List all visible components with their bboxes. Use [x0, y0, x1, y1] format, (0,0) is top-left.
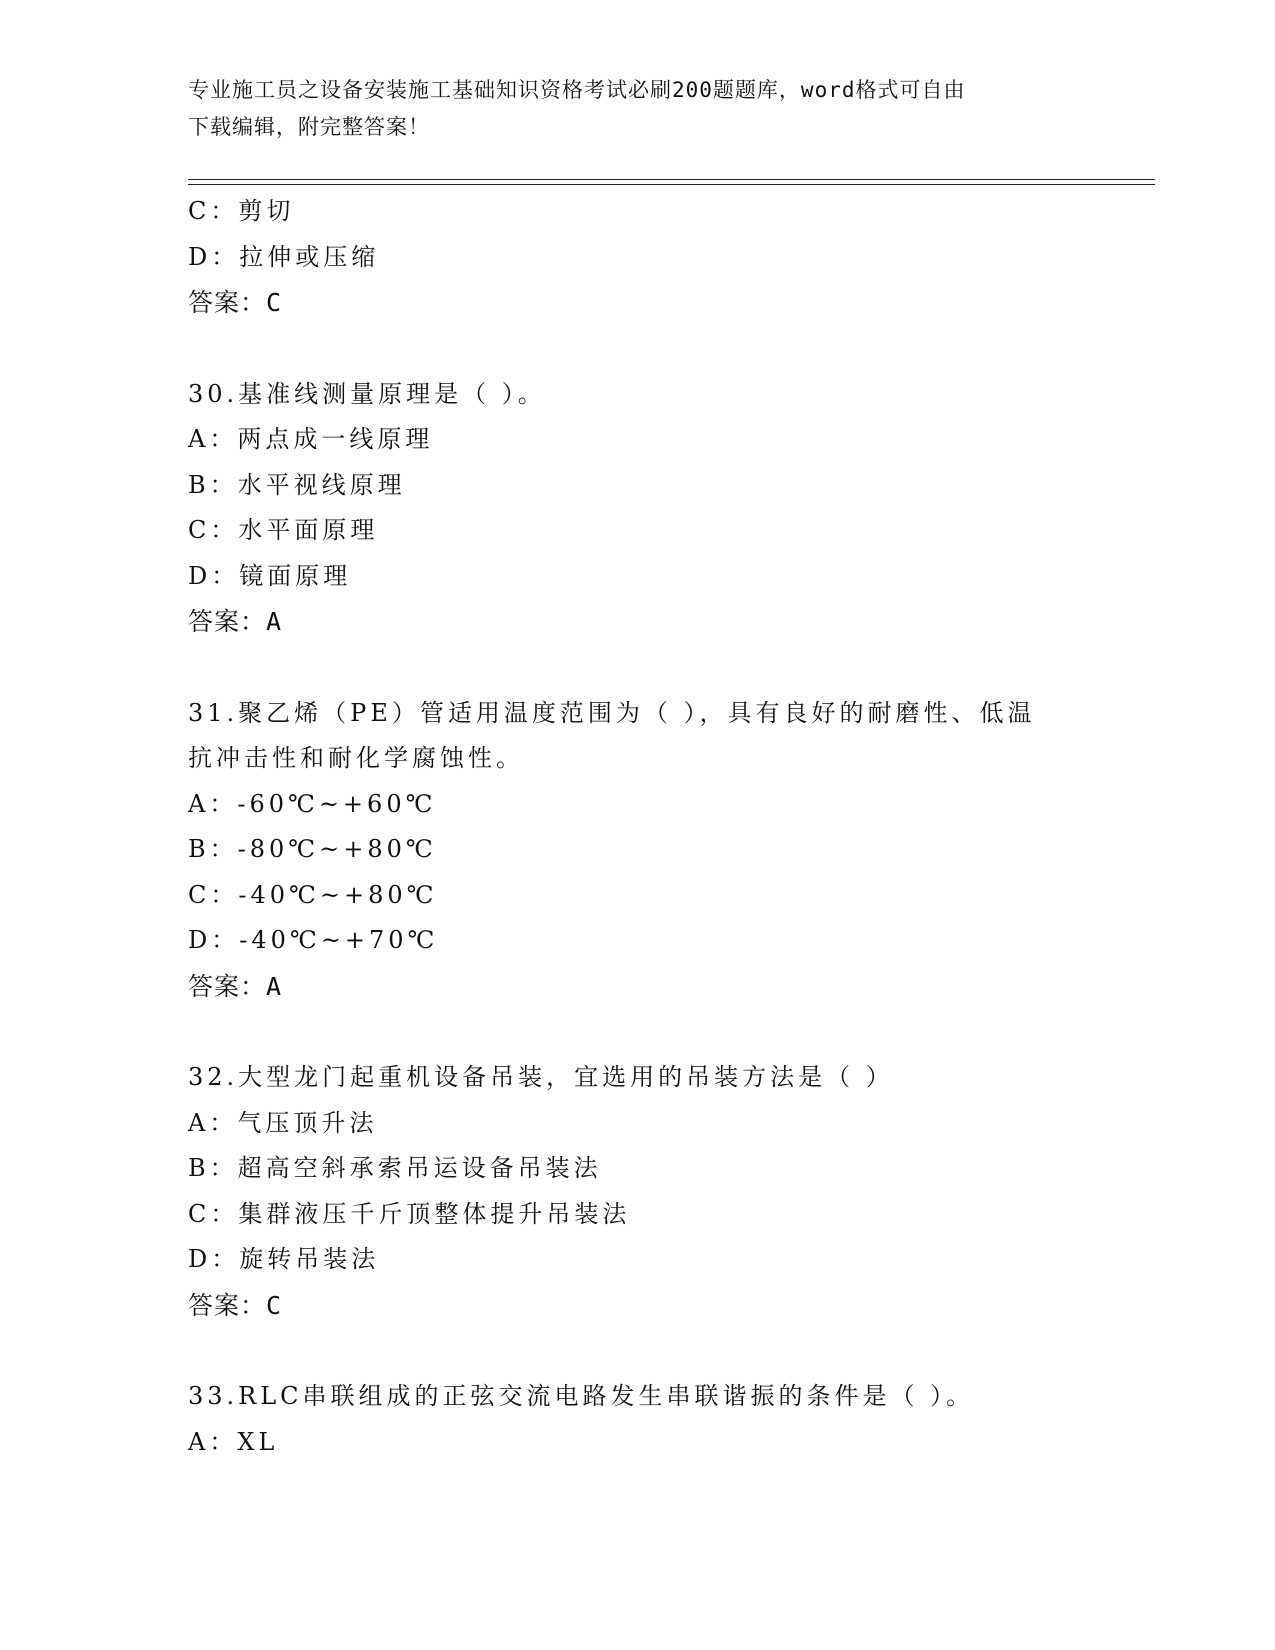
question-29-tail: [188, 189, 1088, 326]
option-d: D：旋转吊装法: [188, 1245, 380, 1273]
answer: 答案：A: [188, 607, 283, 636]
option-a: A：气压顶升法: [188, 1108, 378, 1137]
option-b: B：超高空斜承索吊运设备吊装法: [188, 1154, 602, 1182]
option-a: A：XL: [188, 1427, 279, 1456]
option-c: C：剪切: [188, 197, 295, 225]
answer: 答案：C: [188, 288, 283, 317]
option-c: C：水平面原理: [188, 516, 379, 544]
option-c: C：-40℃~+80℃: [188, 880, 438, 909]
header-line-1: 专业施工员之设备安装施工基础知识资格考试必刷200题题库，word格式可自由: [188, 78, 966, 102]
option-b: B：水平视线原理: [188, 470, 406, 499]
option-a: A：-60℃~+60℃: [188, 789, 437, 818]
answer: 答案：C: [188, 1290, 283, 1320]
document-header: [188, 72, 1088, 146]
header-rule-top: [188, 179, 1155, 180]
option-c: C：集群液压千斤顶整体提升吊装法: [188, 1199, 631, 1228]
option-a: A：两点成一线原理: [188, 425, 434, 453]
question-30: [188, 372, 1088, 645]
option-d: D：-40℃~+70℃: [188, 926, 439, 954]
question-stem: 31.聚乙烯（PE）管适用温度范围为（ ），具有良好的耐磨性、低温: [188, 698, 1036, 727]
question-33: [188, 1374, 1088, 1465]
option-d: D：镜面原理: [188, 561, 352, 590]
question-list: [188, 189, 1088, 1465]
question-stem: 32.大型龙门起重机设备吊装，宜选用的吊装方法是（ ）: [188, 1063, 894, 1091]
header-line-2: 下载编辑，附完整答案！: [188, 115, 430, 139]
answer: 答案：A: [188, 971, 283, 1001]
question-stem: 33.RLC串联组成的正弦交流电路发生串联谐振的条件是（ ）。: [188, 1382, 975, 1410]
option-b: B：-80℃~+80℃: [188, 835, 437, 863]
question-stem-continued: 抗冲击性和耐化学腐蚀性。: [188, 744, 524, 772]
question-31: [188, 691, 1088, 1010]
header-rule-bottom: [188, 184, 1155, 185]
question-32: [188, 1055, 1088, 1328]
option-d: D：拉伸或压缩: [188, 242, 380, 271]
question-stem: 30.基准线测量原理是（ ）。: [188, 379, 546, 408]
